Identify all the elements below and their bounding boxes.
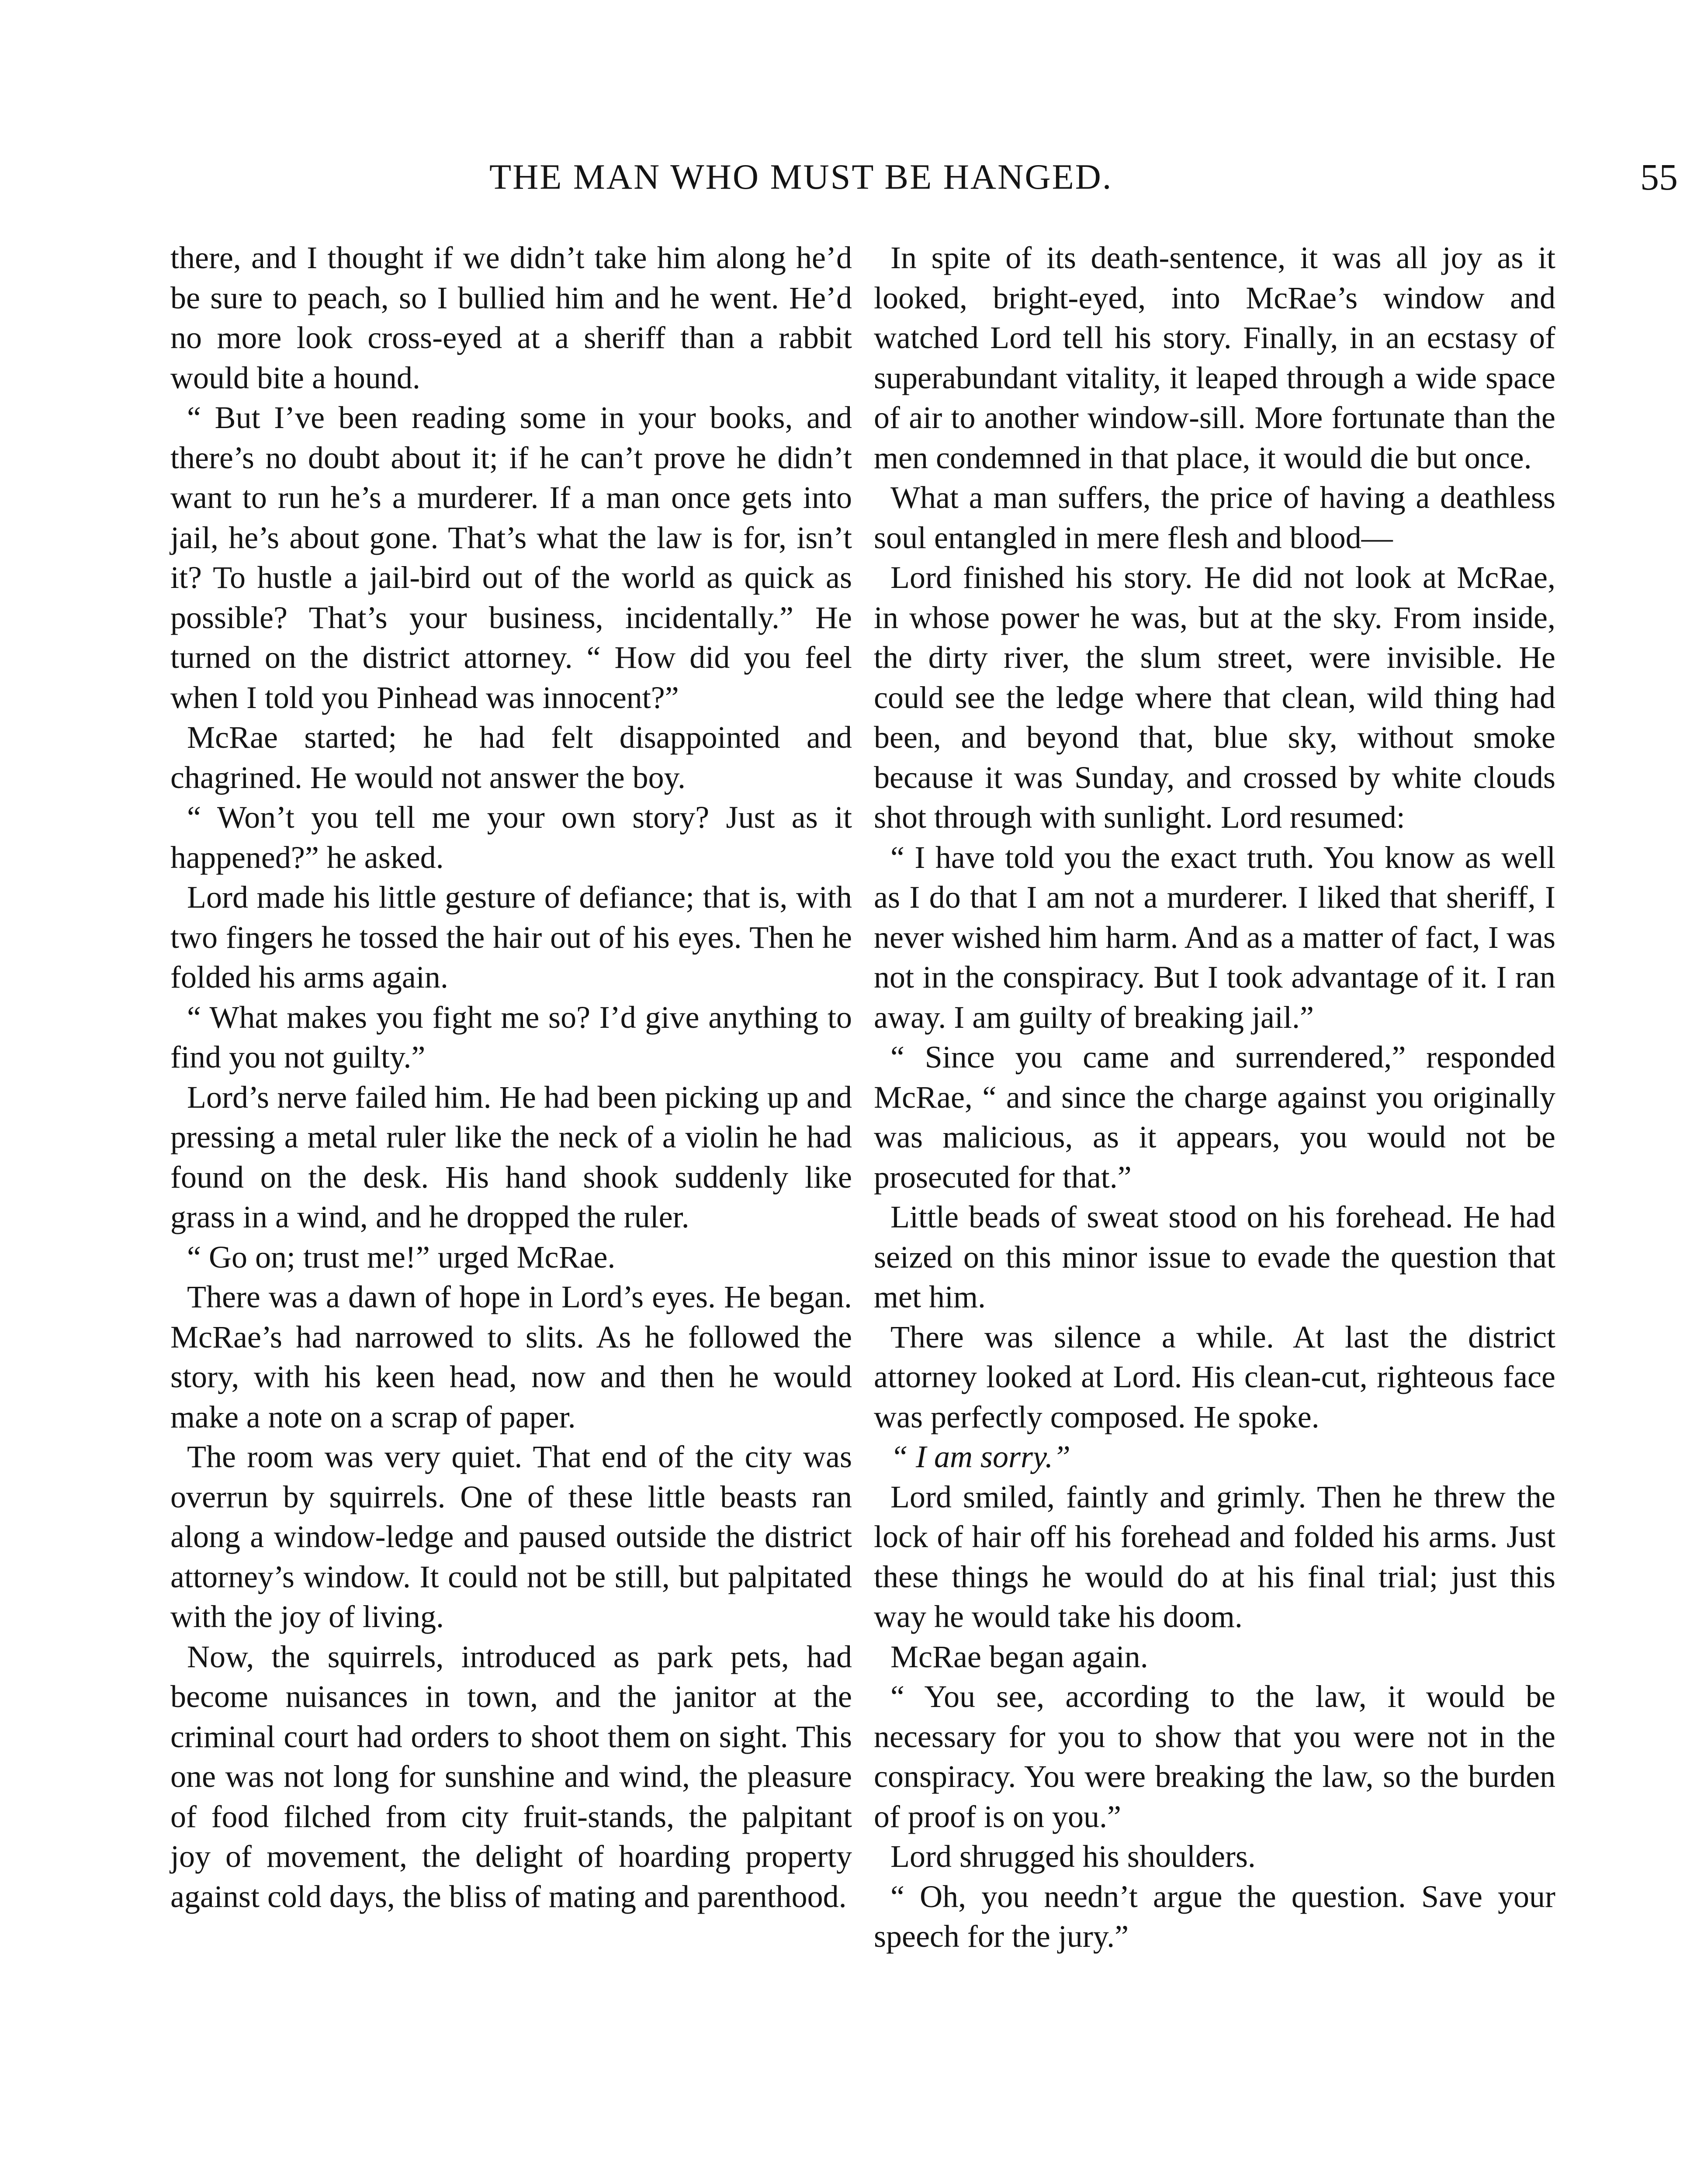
paragraph: Lord finished his story. He did not look at McRae, in whose power he was, but at the sky. From inside, the dirty river, the slum street, were invisible. He could see the ledge where that clean, wild thing had been, and beyond that, blue sky, without smoke because it was Sunday, and crossed by white clouds shot through with sunlight. Lord resumed: [874, 560, 1555, 835]
page-number: 55 [1640, 156, 1678, 198]
paragraph: Little beads of sweat stood on his forehead. He had seized on this minor issue to evade the question that met him. [874, 1199, 1555, 1314]
paragraph: there, and I thought if we didn’t take him along he’d be sure to peach, so I bullied him and he went. He’d no more look cross-eyed at a sheriff than a rabbit would bite a hound. [170, 240, 852, 395]
paragraph: Lord smiled, faintly and grimly. Then he threw the lock of hair off his forehead and folded his arms. Just these things he would do at his final trial; just this way he would take his doom. [874, 1479, 1555, 1634]
paragraph: “ But I’ve been reading some in your books, and there’s no doubt about it; if he can’t prove he didn’t want to run he’s a murderer. If a man once gets into jail, he’s about gone. That’s what the law is for, isn’t it? To hustle a jail-bird out of the world as quick as possible? That’s your business, incidentally.” He turned on the district attorney. “ How did you feel when I told you Pinhead was innocent?” [170, 400, 852, 715]
paragraph: “ Won’t you tell me your own story? Just as it happened?” he asked. [170, 800, 852, 875]
running-header [489, 155, 1678, 212]
paragraph: “ Since you came and surrendered,” responded McRae, “ and since the charge against you originally was malicious, as it appears, you would not be prosecuted for that.” [874, 1040, 1555, 1195]
paragraph: McRae started; he had felt disappointed and chagrined. He would not answer the boy. [170, 720, 852, 795]
right-column [874, 238, 1555, 1957]
paragraph: In spite of its death-sentence, it was all joy as it looked, bright-eyed, into McRae’s window and watched Lord tell his story. Finally, in an ecstasy of superabundant vitality, it leaped through a wide space of air to another window-sill. More fortunate than the men condemned in that place, it would die but once. [874, 240, 1555, 475]
paragraph-italic: “ I am sorry.” [890, 1439, 1071, 1474]
paragraph: Now, the squirrels, introduced as park pets, had become nuisances in town, and the janitor at the criminal court had orders to shoot them on sight. This one was not long for sunshine and wind, the pleasure of food filched from city fruit-stands, the palpitant joy of movement, the delight of hoarding property against cold days, the bliss of mating and parenthood. [170, 1639, 852, 1914]
paragraph: There was a dawn of hope in Lord’s eyes. He began. McRae’s had narrowed to slits. As he followed the story, with his keen head, now and then he would make a note on a scrap of paper. [170, 1279, 852, 1434]
left-column [170, 238, 852, 1917]
paragraph: “ What makes you fight me so? I’d give anything to find you not guilty.” [170, 999, 852, 1075]
paragraph: Lord shrugged his shoulders. [890, 1839, 1256, 1874]
paragraph: The room was very quiet. That end of the city was overrun by squirrels. One of these little beasts ran along a window-ledge and paused outside the district attorney’s window. It could not be still, but palpitated with the joy of living. [170, 1439, 852, 1634]
paragraph: “ Oh, you needn’t argue the question. Save your speech for the jury.” [874, 1879, 1555, 1954]
paragraph: McRae began again. [890, 1639, 1148, 1674]
paragraph: “ You see, according to the law, it would be necessary for you to show that you were not in the conspiracy. You were breaking the law, so the burden of proof is on you.” [874, 1679, 1555, 1834]
paragraph: Lord’s nerve failed him. He had been picking up and pressing a metal ruler like the neck of a violin he had found on the desk. His hand shook suddenly like grass in a wind, and he dropped the ruler. [170, 1079, 852, 1234]
running-title: THE MAN WHO MUST BE HANGED. [489, 157, 1113, 197]
paragraph: “ Go on; trust me!” urged McRae. [187, 1239, 616, 1275]
paragraph: There was silence a while. At last the district attorney looked at Lord. His clean-cut, righteous face was perfectly composed. He spoke. [874, 1319, 1555, 1434]
paragraph: What a man suffers, the price of having a deathless soul entangled in mere flesh and blood— [874, 480, 1555, 555]
paragraph: Lord made his little gesture of defiance; that is, with two fingers he tossed the hair out of his eyes. Then he folded his arms again. [170, 880, 852, 995]
paragraph: “ I have told you the exact truth. You know as well as I do that I am not a murderer. I liked that sheriff, I never wished him harm. And as a matter of fact, I was not in the conspiracy. But I took advantage of it. I ran away. I am guilty of breaking jail.” [874, 840, 1555, 1035]
